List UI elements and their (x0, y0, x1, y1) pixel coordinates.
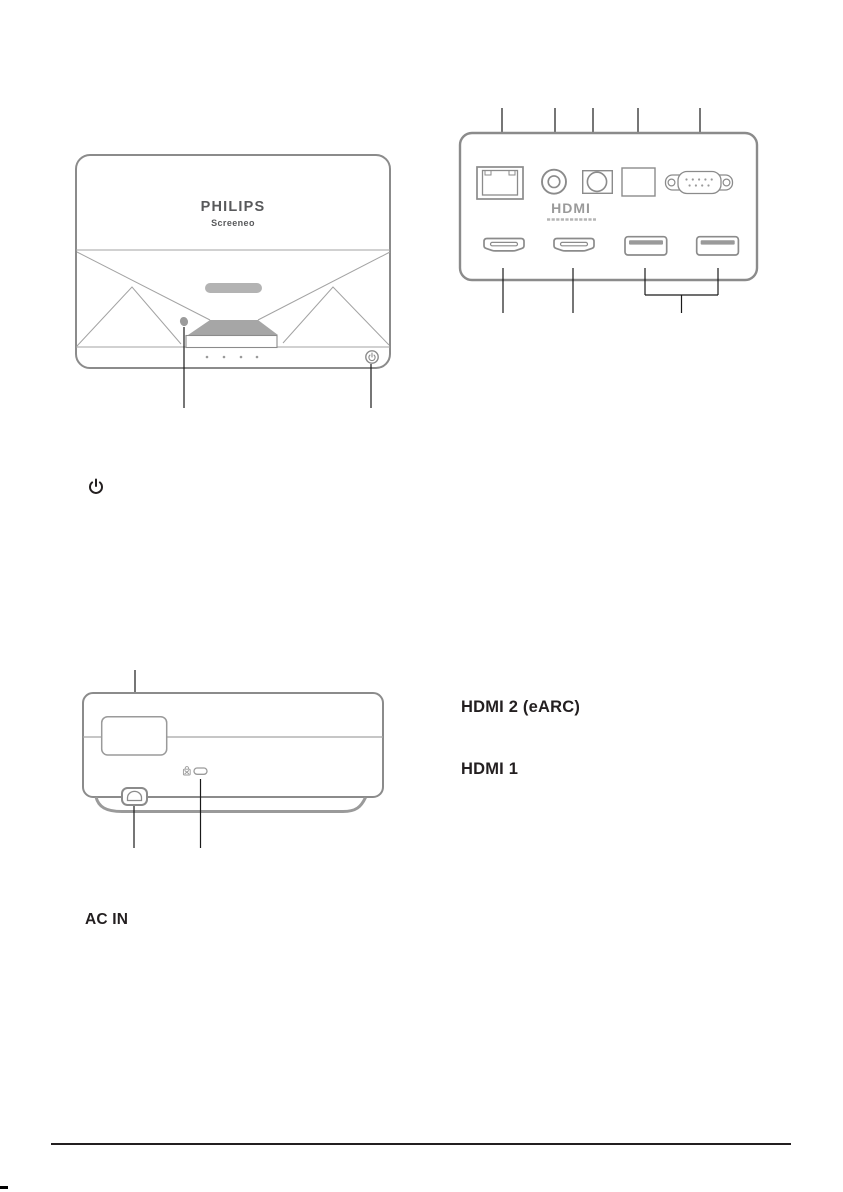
brand-wordmark: PHILIPS (200, 199, 266, 215)
footer-rule (51, 1143, 791, 1145)
side-top-panel (102, 717, 167, 755)
rear-panel-body (460, 133, 757, 280)
hdmi-logo-text: HDMI (551, 200, 591, 216)
ac-in-label: AC IN (85, 911, 129, 928)
front-view-figure (50, 130, 410, 420)
page-edge-mark (0, 1186, 8, 1189)
ac-inlet-icon (122, 788, 147, 805)
power-button (366, 351, 378, 363)
top-vent-bar (205, 283, 262, 293)
side-view-figure (60, 660, 420, 860)
model-wordmark: Screeneo (211, 218, 255, 228)
lens-base-plate (186, 336, 277, 348)
hdmi1-label: HDMI 1 (461, 760, 519, 778)
power-icon (84, 474, 108, 498)
rear-panel-figure (440, 95, 780, 335)
hdmi2-earc-label: HDMI 2 (eARC) (461, 698, 581, 716)
